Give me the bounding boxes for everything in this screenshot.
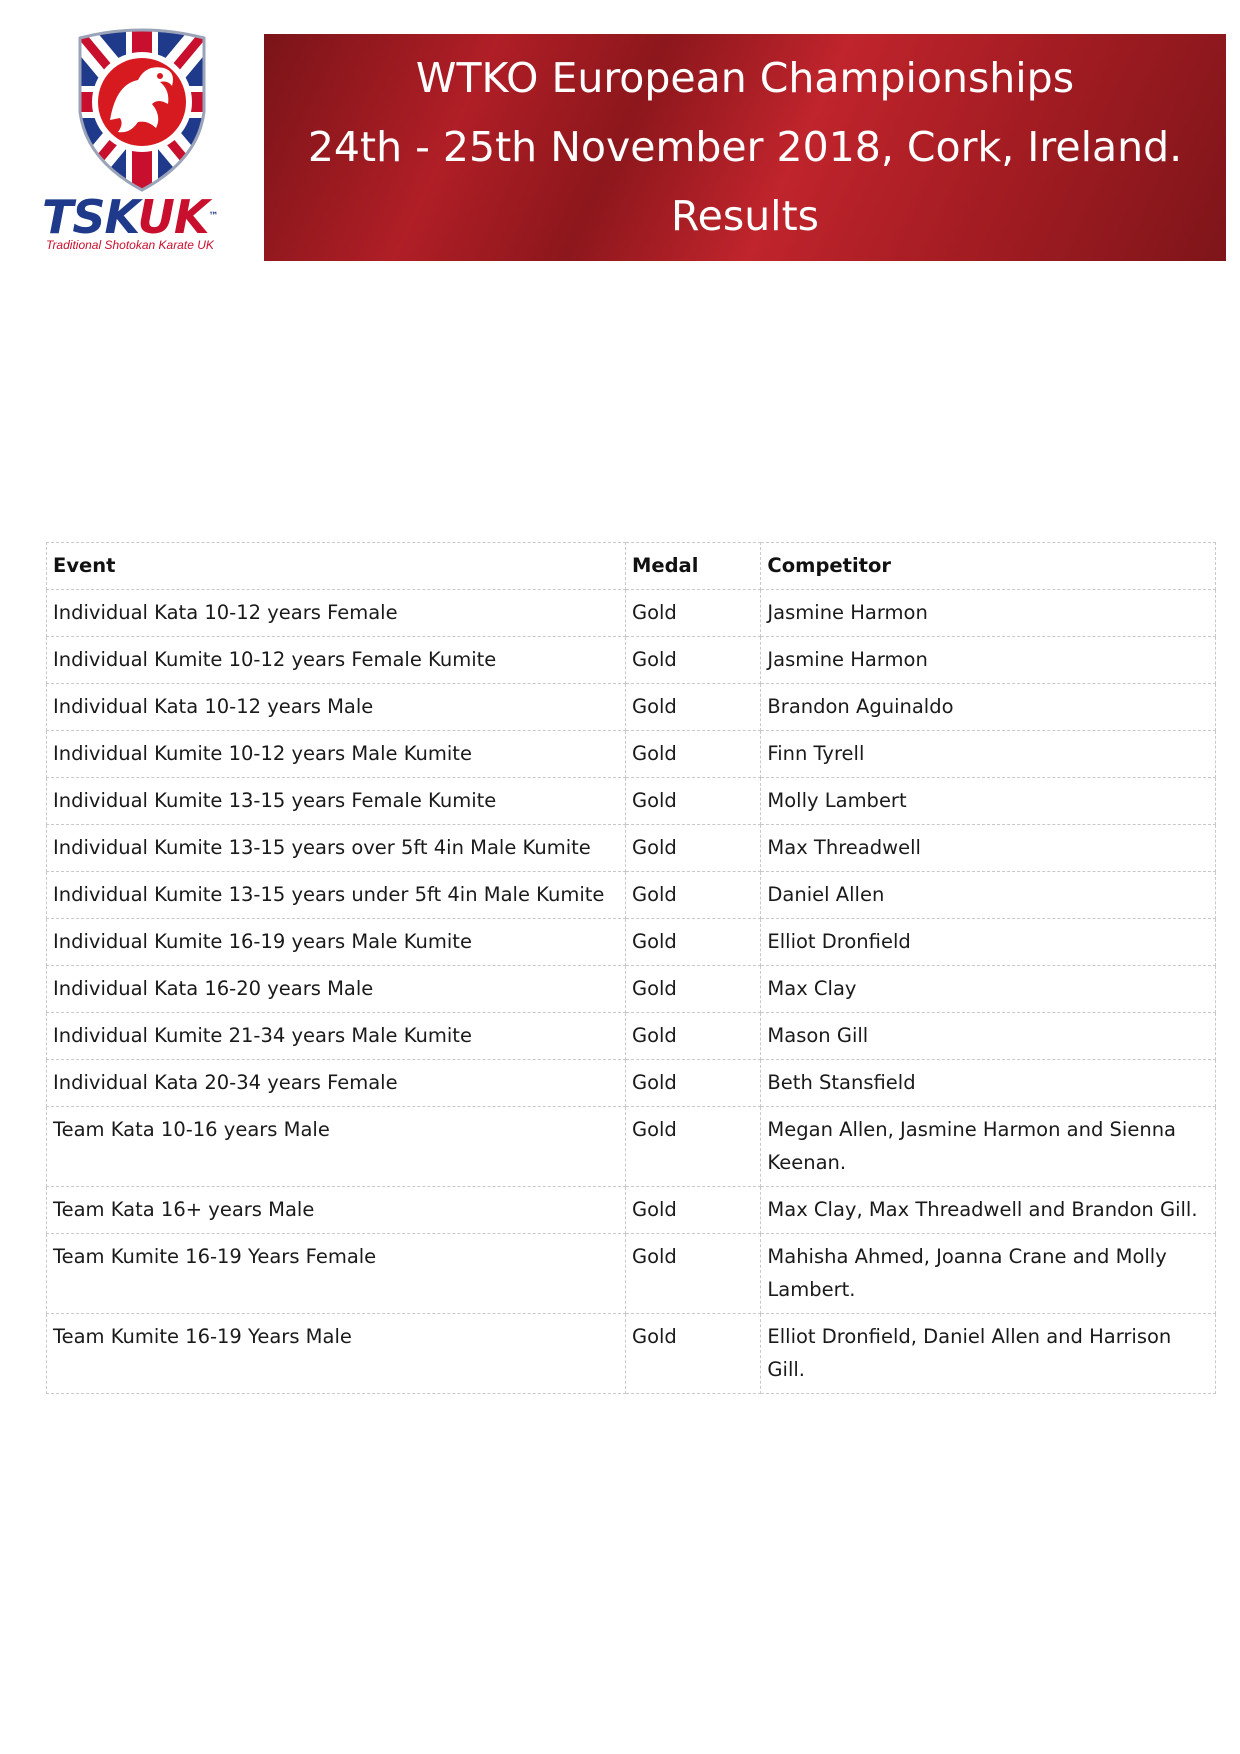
banner-subtitle: Results bbox=[670, 192, 820, 240]
results-body bbox=[47, 590, 1216, 1394]
cell-medal: Gold bbox=[625, 1234, 760, 1314]
header-event: Event bbox=[47, 543, 626, 590]
cell-medal: Gold bbox=[625, 1060, 760, 1107]
cell-event: Individual Kata 16-20 years Male bbox=[47, 966, 626, 1013]
cell-medal: Gold bbox=[625, 919, 760, 966]
banner-title: WTKO European Championships bbox=[415, 54, 1075, 102]
cell-competitor: Finn Tyrell bbox=[761, 731, 1216, 778]
cell-medal: Gold bbox=[625, 778, 760, 825]
table-row bbox=[47, 684, 1216, 731]
cell-event: Individual Kata 20-34 years Female bbox=[47, 1060, 626, 1107]
cell-event: Team Kumite 16-19 Years Female bbox=[47, 1234, 626, 1314]
cell-event: Individual Kumite 21-34 years Male Kumite bbox=[47, 1013, 626, 1060]
cell-competitor: Molly Lambert bbox=[761, 778, 1216, 825]
table-row bbox=[47, 1187, 1216, 1234]
cell-event: Individual Kumite 13-15 years over 5ft 4in Male Kumite bbox=[47, 825, 626, 872]
table-row bbox=[47, 919, 1216, 966]
cell-competitor: Max Clay, Max Threadwell and Brandon Gill. bbox=[761, 1187, 1216, 1234]
table-row bbox=[47, 1107, 1216, 1187]
header-competitor: Competitor bbox=[761, 543, 1216, 590]
logo-wordmark-tsk: TSK bbox=[42, 190, 138, 244]
table-row bbox=[47, 1013, 1216, 1060]
table-header-row bbox=[47, 543, 1216, 590]
tskuk-logo bbox=[38, 24, 248, 260]
table-row bbox=[47, 1060, 1216, 1107]
table-row bbox=[47, 590, 1216, 637]
cell-medal: Gold bbox=[625, 825, 760, 872]
logo-tagline: Traditional Shotokan Karate UK bbox=[46, 238, 214, 252]
cell-competitor: Brandon Aguinaldo bbox=[761, 684, 1216, 731]
cell-medal: Gold bbox=[625, 872, 760, 919]
cell-event: Individual Kumite 10-12 years Male Kumite bbox=[47, 731, 626, 778]
cell-competitor: Mahisha Ahmed, Joanna Crane and Molly Lambert. bbox=[761, 1234, 1216, 1314]
cell-competitor: Jasmine Harmon bbox=[761, 637, 1216, 684]
cell-medal: Gold bbox=[625, 1314, 760, 1394]
cell-event: Individual Kumite 13-15 years under 5ft 4in Male Kumite bbox=[47, 872, 626, 919]
table-row bbox=[47, 778, 1216, 825]
cell-medal: Gold bbox=[625, 637, 760, 684]
cell-medal: Gold bbox=[625, 684, 760, 731]
tskuk-shield-icon bbox=[72, 24, 212, 192]
table-row bbox=[47, 872, 1216, 919]
cell-medal: Gold bbox=[625, 1013, 760, 1060]
table-row bbox=[47, 825, 1216, 872]
cell-event: Individual Kumite 16-19 years Male Kumite bbox=[47, 919, 626, 966]
cell-event: Individual Kumite 13-15 years Female Kumite bbox=[47, 778, 626, 825]
logo-wordmark-uk: UK bbox=[137, 190, 209, 244]
logo-trademark: ™ bbox=[208, 211, 218, 222]
cell-medal: Gold bbox=[625, 966, 760, 1013]
cell-competitor: Max Threadwell bbox=[761, 825, 1216, 872]
header-banner bbox=[264, 34, 1226, 261]
cell-competitor: Jasmine Harmon bbox=[761, 590, 1216, 637]
cell-medal: Gold bbox=[625, 1187, 760, 1234]
cell-competitor: Max Clay bbox=[761, 966, 1216, 1013]
cell-event: Individual Kata 10-12 years Female bbox=[47, 590, 626, 637]
results-table bbox=[46, 542, 1216, 1394]
table-row bbox=[47, 1314, 1216, 1394]
cell-medal: Gold bbox=[625, 731, 760, 778]
table-row bbox=[47, 1234, 1216, 1314]
cell-event: Team Kumite 16-19 Years Male bbox=[47, 1314, 626, 1394]
table-row bbox=[47, 731, 1216, 778]
cell-event: Individual Kata 10-12 years Male bbox=[47, 684, 626, 731]
cell-competitor: Mason Gill bbox=[761, 1013, 1216, 1060]
cell-medal: Gold bbox=[625, 590, 760, 637]
cell-competitor: Daniel Allen bbox=[761, 872, 1216, 919]
logo-wordmark bbox=[42, 190, 252, 244]
cell-event: Team Kata 16+ years Male bbox=[47, 1187, 626, 1234]
cell-event: Individual Kumite 10-12 years Female Kumite bbox=[47, 637, 626, 684]
banner-date-location: 24th - 25th November 2018, Cork, Ireland. bbox=[307, 123, 1183, 171]
cell-competitor: Beth Stansfield bbox=[761, 1060, 1216, 1107]
cell-event: Team Kata 10-16 years Male bbox=[47, 1107, 626, 1187]
cell-competitor: Megan Allen, Jasmine Harmon and Sienna Keenan. bbox=[761, 1107, 1216, 1187]
cell-competitor: Elliot Dronfield bbox=[761, 919, 1216, 966]
cell-medal: Gold bbox=[625, 1107, 760, 1187]
header-medal: Medal bbox=[625, 543, 760, 590]
table-row bbox=[47, 966, 1216, 1013]
table-row bbox=[47, 637, 1216, 684]
cell-competitor: Elliot Dronfield, Daniel Allen and Harrison Gill. bbox=[761, 1314, 1216, 1394]
